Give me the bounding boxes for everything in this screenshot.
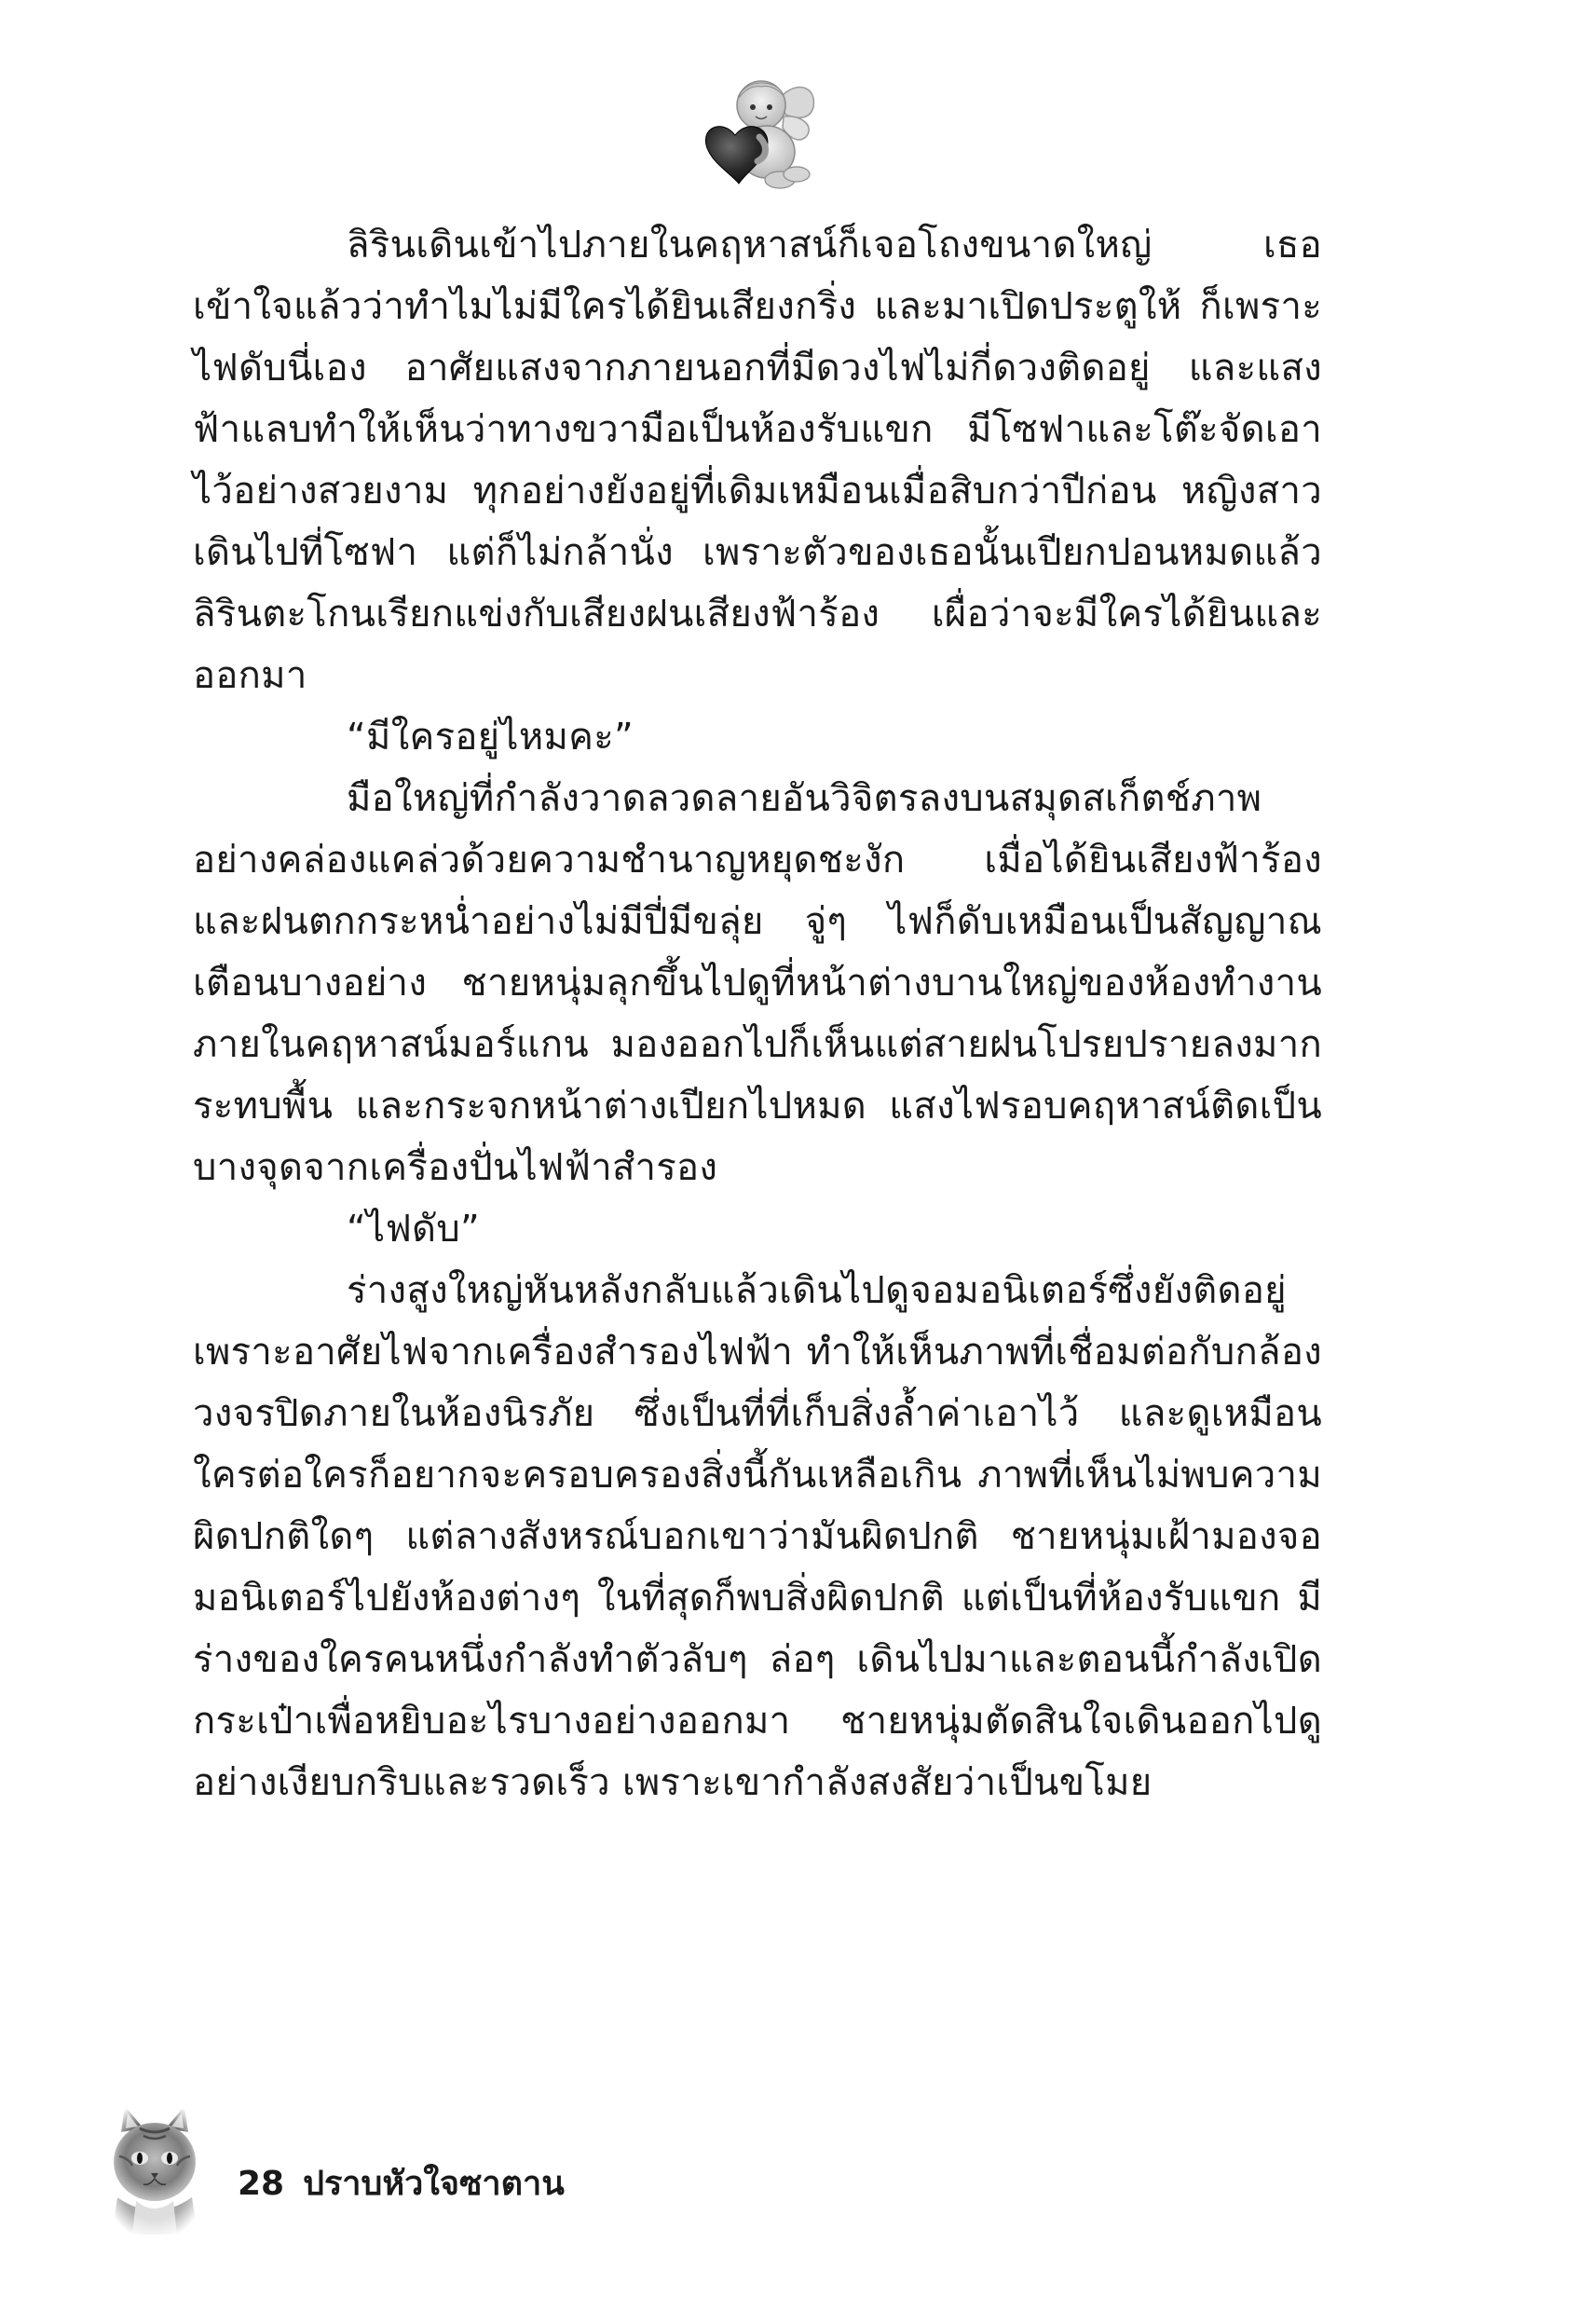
- page-footer: [238, 2164, 565, 2205]
- cat-photo-icon: [104, 2104, 205, 2235]
- cupid-heart-icon: [694, 70, 825, 196]
- paragraph: มือใหญ่ที่กำลังวาดลวดลายอันวิจิตรลงบนสมุดสเก็ตช์ภาพอย่างคล่องแคล่วด้วยความชำนาญหยุดชะงัก เมื่อได้ยินเสียงฟ้าร้องและฝนตกกระหน่ำอย่างไม่มีปี่มีขลุ่ย จู่ๆ ไฟก็ดับเหมือนเป็นสัญญาณเตือนบางอย่าง ชายหนุ่มลุกขึ้นไปดูที่หน้าต่างบานใหญ่ของห้องทำงานภายในคฤหาสน์มอร์แกน มองออกไปก็เห็นแต่สายฝนโปรยปรายลงมากระทบพื้น และกระจกหน้าต่างเปียกไปหมด แสงไฟรอบคฤหาสน์ติดเป็นบางจุดจากเครื่องปั่นไฟฟ้าสำรอง: [193, 777, 1322, 1189]
- paragraph: ร่างสูงใหญ่หันหลังกลับแล้วเดินไปดูจอมอนิเตอร์ซึ่งยังติดอยู่เพราะอาศัยไฟจากเครื่องสำรองไฟฟ้า ทำให้เห็นภาพที่เชื่อมต่อกับกล้องวงจรปิดภายในห้องนิรภัย ซึ่งเป็นที่ที่เก็บสิ่งล้ำค่าเอาไว้ และดูเหมือนใครต่อใครก็อยากจะครอบครองสิ่งนี้กันเหลือเกิน ภาพที่เห็นไม่พบความผิดปกติใดๆ แต่ลางสังหรณ์บอกเขาว่ามันผิดปกติ ชายหนุ่มเฝ้ามองจอมอนิเตอร์ไปยังห้องต่างๆ ในที่สุดก็พบสิ่งผิดปกติ แต่เป็นที่ห้องรับแขก มีร่างของใครคนหนึ่งกำลังทำตัวลับๆ ล่อๆ เดินไปมาและตอนนี้กำลังเปิดกระเป๋าเพื่อหยิบอะไรบางอย่างออกมา ชายหนุ่มตัดสินใจเดินออกไปดูอย่างเงียบกริบและรวดเร็ว เพราะเขากำลังสงสัยว่าเป็นขโมย: [193, 1269, 1322, 1804]
- paragraph: ลิรินเดินเข้าไปภายในคฤหาสน์ก็เจอโถงขนาดใหญ่ เธอเข้าใจแล้วว่าทำไมไม่มีใครได้ยินเสียงกริ่ง และมาเปิดประตูให้ ก็เพราะไฟดับนี่เอง อาศัยแสงจากภายนอกที่มีดวงไฟไม่กี่ดวงติดอยู่ และแสงฟ้าแลบทำให้เห็นว่าทางขวามือเป็นห้องรับแขก มีโซฟาและโต๊ะจัดเอาไว้อย่างสวยงาม ทุกอย่างยังอยู่ที่เดิมเหมือนเมื่อสิบกว่าปีก่อน หญิงสาวเดินไปที่โซฟา แต่ก็ไม่กล้านั่ง เพราะตัวของเธอนั้นเปียกปอนหมดแล้ว ลิรินตะโกนเรียกแข่งกับเสียงฝนเสียงฟ้าร้อง เผื่อว่าจะมีใครได้ยินและออกมา: [193, 224, 1322, 697]
- page-body: [193, 214, 1322, 1813]
- dialogue-line: “ไฟดับ”: [347, 1208, 481, 1251]
- page-number: 28: [238, 2165, 285, 2203]
- book-title: ปราบหัวใจซาตาน: [303, 2165, 565, 2203]
- dialogue-line: “มีใครอยู่ไหมคะ”: [347, 716, 634, 759]
